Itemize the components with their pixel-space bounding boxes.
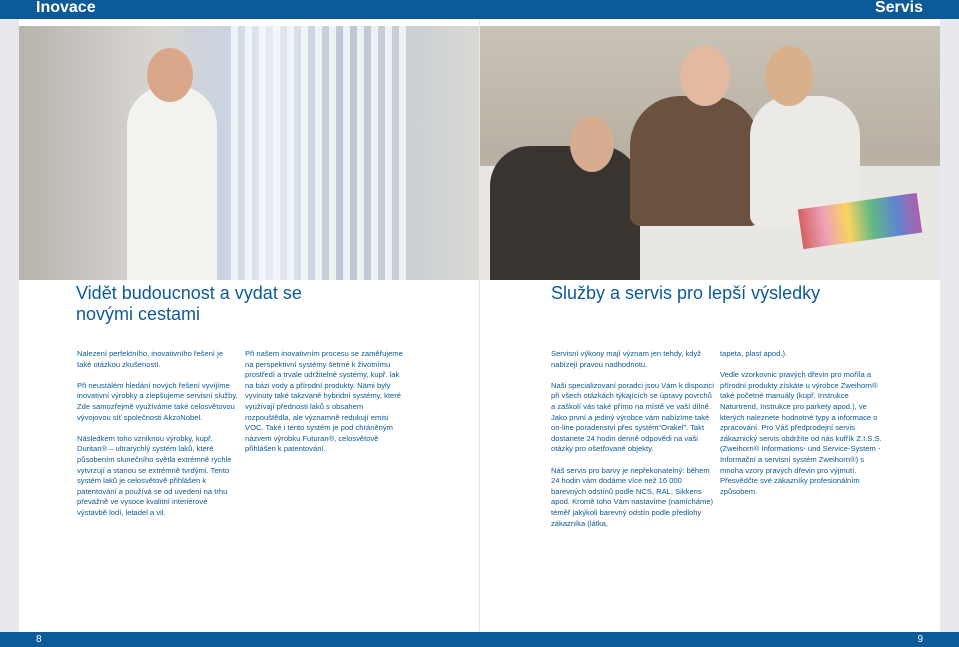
paragraph: Vedle vzorkovnic pravých dřevin pro moříla a přírodní produkty získáte u výrobce Zweihorn® také početné manuály (kupř. Instrukce Naturtrend, Instrukce pro parkety apod.), ve kterých naleznete hodnotné typy a informace o zpracování. Pro Váš předprodejní servis zákaznický servis obdržíte od nás kufřík Z.I.S.S. (Zweihorn® Informations- und Service-System - Informační a servisní systém Zweihorn®) s mnoha vzory pravých dřevin pro výjmutí. Přesvědčte své zákazníky profesionálním způsobem.	[720, 370, 882, 496]
page-number-right: 9	[917, 634, 923, 645]
workshop-photo	[19, 26, 479, 280]
section-label-innovation: Inovace	[36, 0, 96, 16]
page-title-right: Služby a servis pro lepší výsledky	[551, 283, 821, 303]
paragraph: Při našem inovativním procesu se zaměřujeme na perspektivní systémy šetrné k životnímu prostředí a trvale udržitelné systémy, kupř. lak na bázi vody a přírodní produkty. Nämi byly vyvinuty také takzvané hybridní systémy, které využívají přednosti laků s obsahem rozpouštědla, ale významně redukují emisi VOC. Také i tento systém je pod chráněným názvem výrobku Futuran®, celosvětově přihlášen k patentování.	[245, 349, 403, 454]
consultation-photo	[480, 26, 940, 280]
page-title-line1: Vidět budoucnost a vydat se	[76, 283, 302, 303]
left-column-1	[77, 349, 239, 529]
right-title-band	[480, 280, 940, 326]
page-number-left: 8	[36, 634, 42, 645]
right-column-2	[720, 349, 884, 508]
bottom-bar	[0, 632, 959, 647]
page-title-line2: novými cestami	[76, 304, 201, 324]
section-label-service: Servis	[874, 0, 923, 16]
right-column-1	[551, 349, 715, 540]
paragraph: Při neustálém hledání nových řešení vyvíjíme inovativní výrobky a zlepšujeme servisní služby. Zde samozřejmě využíváme také celosvětovou vývojovou síť společnosti AkzoNobel.	[77, 380, 238, 422]
paragraph: Naši specializovaní poradci jsou Vám k dispozici při všech otázkách týkajících se úpravy povrchů a zaškolí vás také přímo na místě ve vaší dílně. Jako první a jediný výrobce vám nabízíme také on-line poradenství přes systém“Orakel”. Takt dostanete 24 hodin denně odpovědi na vaši otázky pro ošetřované objekty.	[551, 380, 714, 454]
left-column-2	[245, 349, 409, 466]
left-title-band	[19, 280, 479, 326]
paragraph: Následkem toho vzniknou výrobky, kupř. Duritan® – ultrarychlý systém laků, které působením slunečního světla extrémně rychle vytvrzují a stanou se extrémně tvrdými. Tento systém laků je celosvětově přihlášen k patentování a používá se od uvedení na trhu převážně ve vysoce kvalitní interiérové výstavbě lodí, letadel a vil.	[77, 433, 232, 517]
paragraph: Servisní výkony mají význam jen tehdy, když nabízejí pravou nadhodnotu.	[551, 349, 702, 369]
top-bar	[0, 0, 959, 19]
paragraph: Nalezení perfektního, inovativního řešení je také otázkou zkušeností.	[77, 349, 224, 369]
paragraph: tapeta, plast apod.).	[720, 349, 788, 358]
paragraph: Náš servis pro barvy je nepřekonatelný: během 24 hodin vám dodáme více než 16 000 barevných odstínů podle NCS, RAL, Sikkens apod. Kromě toho Vám nastavíme (namícháme) téměř jakýkoli barevný odstín podle předlohy zákazníka (látka,	[551, 465, 714, 528]
